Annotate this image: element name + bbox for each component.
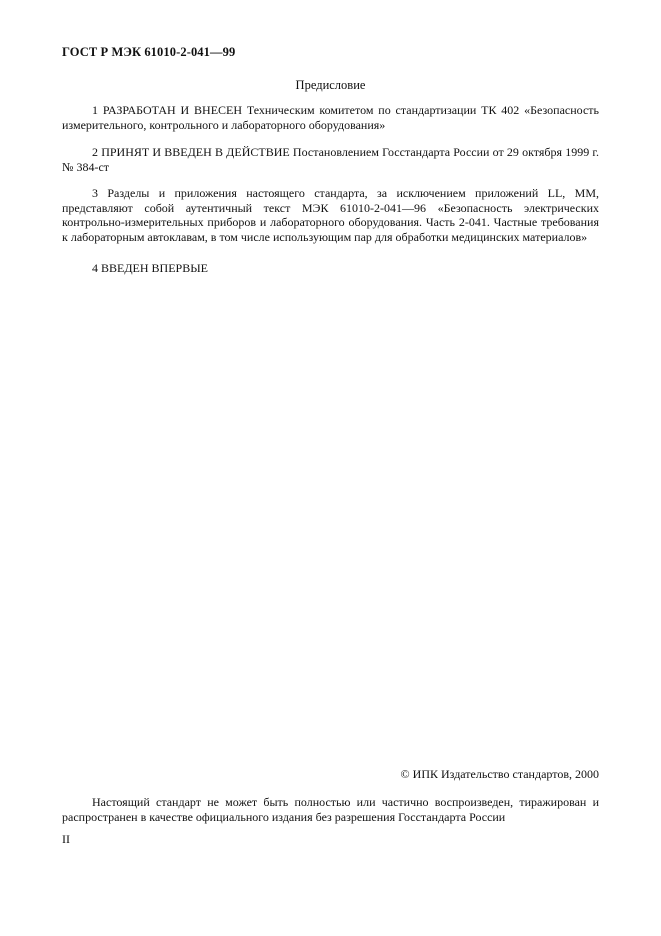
paragraph-first-introduced: 4 ВВЕДЕН ВПЕРВЫЕ: [92, 261, 208, 275]
paragraph-adopted: 2 ПРИНЯТ И ВВЕДЕН В ДЕЙСТВИЕ Постановлением Госстандарта России от 29 октября 1999 г. № 384-ст: [62, 145, 599, 174]
copyright-line: © ИПК Издательство стандартов, 2000: [400, 767, 599, 781]
reproduction-notice: Настоящий стандарт не может быть полностью или частично воспроизведен, тиражирован и распространен в качестве официального издания без разрешения Госстандарта России: [62, 795, 599, 824]
paragraph-sections: 3 Разделы и приложения настоящего стандарта, за исключением приложений LL, ММ, представляют собой аутентичный текст МЭК 61010-2-041—96 «Безопасность электрических контрольно-измерительных приборов и лабораторного оборудования. Часть 2-041. Частные требования к лабораторным автоклавам, в том числе использующим пар для обработки медицинских материалов»: [62, 186, 599, 244]
paragraph-developed-by: 1 РАЗРАБОТАН И ВНЕСЕН Техническим комитетом по стандартизации ТК 402 «Безопасность измерительного, контрольного и лабораторного оборудования»: [62, 103, 599, 132]
section-title: Предисловие: [295, 78, 366, 92]
standard-designation: ГОСТ Р МЭК 61010-2-041—99: [62, 45, 236, 59]
page-number: II: [62, 832, 70, 846]
